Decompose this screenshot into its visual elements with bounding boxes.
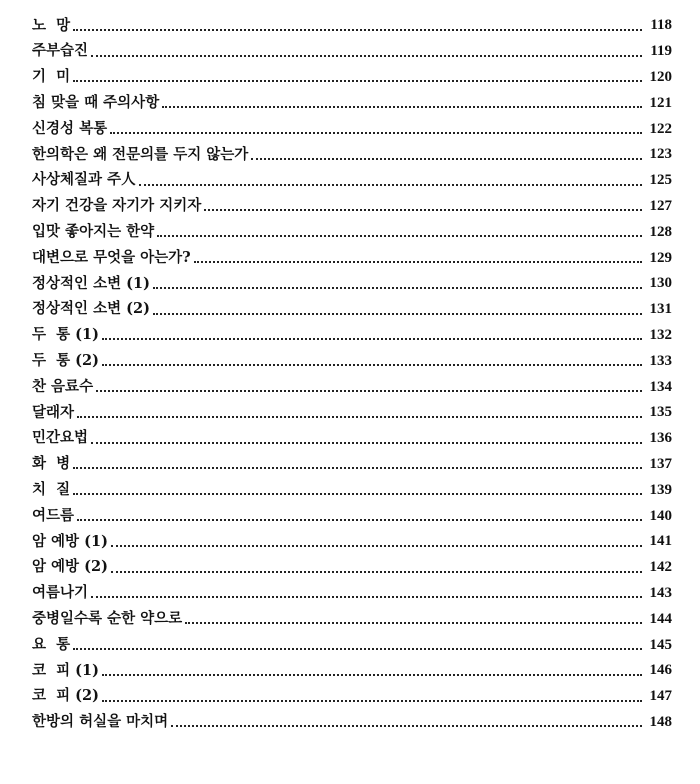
toc-entry bbox=[32, 529, 672, 555]
toc-entry bbox=[32, 348, 672, 374]
toc-entry bbox=[32, 168, 672, 194]
toc-entry-title: 두 통 (1) bbox=[32, 326, 99, 344]
toc-entry bbox=[32, 684, 672, 710]
dot-leader bbox=[91, 596, 642, 598]
toc-entry-page-number: 136 bbox=[649, 430, 672, 447]
toc-entry-page-number: 123 bbox=[649, 146, 672, 163]
dot-leader bbox=[73, 648, 642, 650]
toc-entry bbox=[32, 606, 672, 632]
dot-leader bbox=[102, 700, 642, 702]
toc-entry bbox=[32, 400, 672, 426]
dot-leader bbox=[162, 106, 642, 108]
dot-leader bbox=[110, 132, 642, 134]
toc-entry-page-number: 120 bbox=[649, 68, 672, 85]
toc-entry bbox=[32, 581, 672, 607]
toc-entry bbox=[32, 632, 672, 658]
toc-entry-title: 자기 건강을 자기가 지키자 bbox=[32, 197, 202, 215]
toc-entry bbox=[32, 90, 672, 116]
dot-leader bbox=[157, 235, 642, 237]
dot-leader bbox=[204, 209, 642, 211]
toc-entry bbox=[32, 142, 672, 168]
toc-entry-title: 민간요법 bbox=[32, 429, 89, 447]
toc-entry-page-number: 141 bbox=[649, 533, 672, 550]
dot-leader bbox=[73, 493, 642, 495]
toc-entry-title: 달래자 bbox=[32, 403, 75, 421]
toc-entry-title: 여드름 bbox=[32, 506, 75, 524]
toc-entry-page-number: 118 bbox=[650, 17, 672, 34]
dot-leader bbox=[102, 674, 642, 676]
dot-leader bbox=[111, 545, 642, 547]
toc-entry bbox=[32, 477, 672, 503]
dot-leader bbox=[77, 519, 642, 521]
toc-entry-page-number: 134 bbox=[649, 378, 672, 395]
toc-entry-page-number: 128 bbox=[649, 223, 672, 240]
toc-entry-page-number: 119 bbox=[650, 43, 672, 60]
toc-entry bbox=[32, 323, 672, 349]
toc-entry-title: 신경성 복통 bbox=[32, 119, 108, 137]
dot-leader bbox=[73, 80, 642, 82]
toc-entry-title: 한의학은 왜 전문의를 두지 않는가 bbox=[32, 145, 249, 163]
toc-entry-page-number: 146 bbox=[649, 662, 672, 679]
toc-entry-page-number: 122 bbox=[649, 120, 672, 137]
toc-entry-page-number: 133 bbox=[649, 352, 672, 369]
toc-entry bbox=[32, 297, 672, 323]
toc-entry-title: 코 피 (2) bbox=[32, 687, 99, 705]
toc-entry-title: 정상적인 소변 (2) bbox=[32, 300, 150, 318]
toc-entry-title: 주부습진 bbox=[32, 42, 89, 60]
toc-entry bbox=[32, 194, 672, 220]
toc-entry-page-number: 148 bbox=[649, 713, 672, 730]
dot-leader bbox=[91, 442, 642, 444]
table-of-contents bbox=[32, 13, 672, 735]
toc-entry bbox=[32, 65, 672, 91]
toc-entry-page-number: 135 bbox=[649, 404, 672, 421]
dot-leader bbox=[171, 725, 642, 727]
toc-entry-page-number: 125 bbox=[649, 172, 672, 189]
dot-leader bbox=[153, 313, 642, 315]
toc-entry bbox=[32, 426, 672, 452]
toc-entry bbox=[32, 710, 672, 736]
dot-leader bbox=[73, 467, 642, 469]
dot-leader bbox=[77, 416, 642, 418]
toc-entry-title: 대변으로 무엇을 아는가? bbox=[32, 248, 191, 266]
toc-entry-page-number: 121 bbox=[649, 94, 672, 111]
toc-entry bbox=[32, 116, 672, 142]
toc-entry bbox=[32, 219, 672, 245]
dot-leader bbox=[153, 287, 642, 289]
toc-entry-page-number: 129 bbox=[649, 249, 672, 266]
dot-leader bbox=[185, 622, 642, 624]
toc-entry-title: 화 병 bbox=[32, 455, 71, 473]
dot-leader bbox=[139, 184, 642, 186]
dot-leader bbox=[102, 338, 642, 340]
toc-entry-page-number: 131 bbox=[649, 301, 672, 318]
toc-entry bbox=[32, 452, 672, 478]
toc-entry-page-number: 144 bbox=[649, 610, 672, 627]
toc-entry-page-number: 127 bbox=[649, 197, 672, 214]
toc-entry-page-number: 140 bbox=[649, 507, 672, 524]
toc-entry-page-number: 132 bbox=[649, 326, 672, 343]
dot-leader bbox=[73, 29, 642, 31]
toc-entry-title: 한방의 허실을 마치며 bbox=[32, 713, 169, 731]
toc-entry-page-number: 143 bbox=[649, 584, 672, 601]
toc-entry-page-number: 137 bbox=[649, 455, 672, 472]
toc-entry-page-number: 145 bbox=[649, 636, 672, 653]
toc-entry-title: 여름나기 bbox=[32, 584, 89, 602]
dot-leader bbox=[111, 571, 642, 573]
toc-entry bbox=[32, 13, 672, 39]
toc-entry bbox=[32, 658, 672, 684]
toc-entry-title: 정상적인 소변 (1) bbox=[32, 274, 150, 292]
toc-entry-title: 암 예방 (1) bbox=[32, 532, 108, 550]
toc-entry-title: 코 피 (1) bbox=[32, 661, 99, 679]
toc-entry-title: 치 질 bbox=[32, 480, 71, 498]
dot-leader bbox=[251, 158, 642, 160]
toc-entry-title: 암 예방 (2) bbox=[32, 558, 108, 576]
dot-leader bbox=[102, 364, 642, 366]
toc-entry-title: 기 미 bbox=[32, 68, 71, 86]
dot-leader bbox=[96, 390, 642, 392]
toc-entry-title: 두 통 (2) bbox=[32, 352, 99, 369]
dot-leader bbox=[194, 261, 642, 263]
toc-entry-title: 찬 음료수 bbox=[32, 377, 94, 395]
toc-entry bbox=[32, 374, 672, 400]
toc-entry-page-number: 139 bbox=[649, 481, 672, 498]
dot-leader bbox=[91, 55, 642, 57]
toc-entry-page-number: 130 bbox=[649, 275, 672, 292]
toc-entry-page-number: 142 bbox=[649, 559, 672, 576]
toc-entry-title: 입맛 좋아지는 한약 bbox=[32, 223, 155, 241]
toc-entry-title: 사상체질과 주人 bbox=[32, 171, 136, 189]
toc-entry-page-number: 147 bbox=[649, 688, 672, 705]
toc-entry-title: 노 망 bbox=[32, 16, 71, 34]
toc-entry bbox=[32, 271, 672, 297]
toc-entry-title: 중병일수록 순한 약으로 bbox=[32, 609, 183, 627]
toc-entry bbox=[32, 503, 672, 529]
toc-entry-title: 요 통 bbox=[32, 635, 71, 653]
toc-entry bbox=[32, 39, 672, 65]
toc-entry-title: 침 맞을 때 주의사항 bbox=[32, 94, 160, 112]
toc-entry bbox=[32, 245, 672, 271]
toc-entry bbox=[32, 555, 672, 581]
